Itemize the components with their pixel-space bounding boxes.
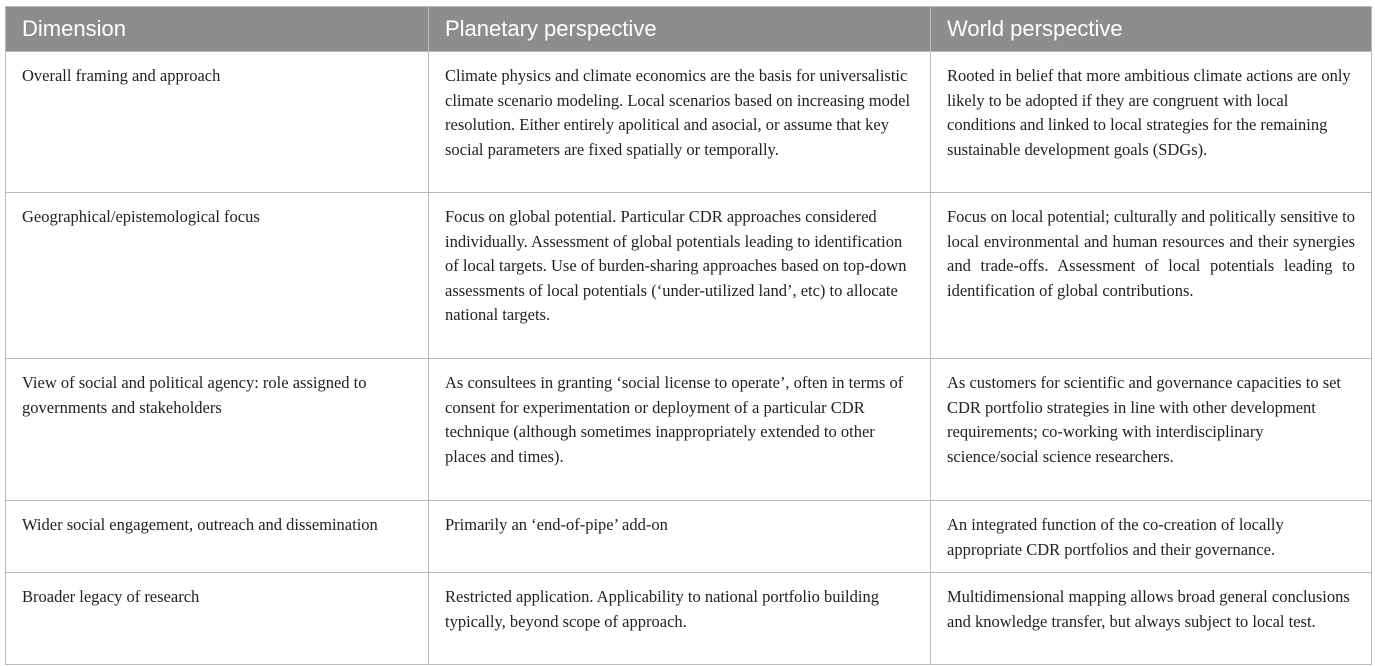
comparison-table-container [5,6,1371,665]
table-row [6,52,1372,193]
header-world-perspective: World perspective [931,7,1372,52]
planetary-cell: Restricted application. Applicability to national portfolio building typically, beyond scope of approach. [429,573,931,665]
table-row [6,573,1372,665]
world-cell: Multidimensional mapping allows broad general conclusions and knowledge transfer, but always subject to local test. [931,573,1372,665]
comparison-table [5,6,1372,665]
header-planetary-perspective: Planetary perspective [429,7,931,52]
world-cell: An integrated function of the co-creation of locally appropriate CDR portfolios and their governance. [931,501,1372,573]
dimension-cell: Broader legacy of research [6,573,429,665]
dimension-cell: View of social and political agency: role assigned to governments and stakeholders [6,359,429,501]
header-dimension: Dimension [6,7,429,52]
planetary-cell: Focus on global potential. Particular CDR approaches considered individually. Assessment of global potentials leading to identification of local targets. Use of burden-sharing approaches based on top-down assessments of local potentials (‘under-utilized land’, etc) to allocate national targets. [429,193,931,359]
planetary-cell: Climate physics and climate economics are the basis for universalistic climate scenario modeling. Local scenarios based on increasing model resolution. Either entirely apolitical and asocial, or assume that key social parameters are fixed spatially or temporally. [429,52,931,193]
dimension-cell: Geographical/epistemological focus [6,193,429,359]
table-header-row [6,7,1372,52]
dimension-cell: Overall framing and approach [6,52,429,193]
table-row [6,359,1372,501]
world-cell: Rooted in belief that more ambitious climate actions are only likely to be adopted if they are congruent with local conditions and linked to local strategies for the remaining sustainable development goals (SDGs). [931,52,1372,193]
world-cell: Focus on local potential; culturally and politically sensitive to local environmental and human resources and their synergies and trade-offs. Assessment of local potentials leading to identification of global contributions. [931,193,1372,359]
table-row [6,501,1372,573]
planetary-cell: Primarily an ‘end-of-pipe’ add-on [429,501,931,573]
dimension-cell: Wider social engagement, outreach and dissemination [6,501,429,573]
planetary-cell: As consultees in granting ‘social license to operate’, often in terms of consent for experimentation or deployment of a particular CDR technique (although sometimes inappropriately extended to other places and times). [429,359,931,501]
table-row [6,193,1372,359]
world-cell: As customers for scientific and governance capacities to set CDR portfolio strategies in line with other development requirements; co-working with interdisciplinary science/social science researchers. [931,359,1372,501]
